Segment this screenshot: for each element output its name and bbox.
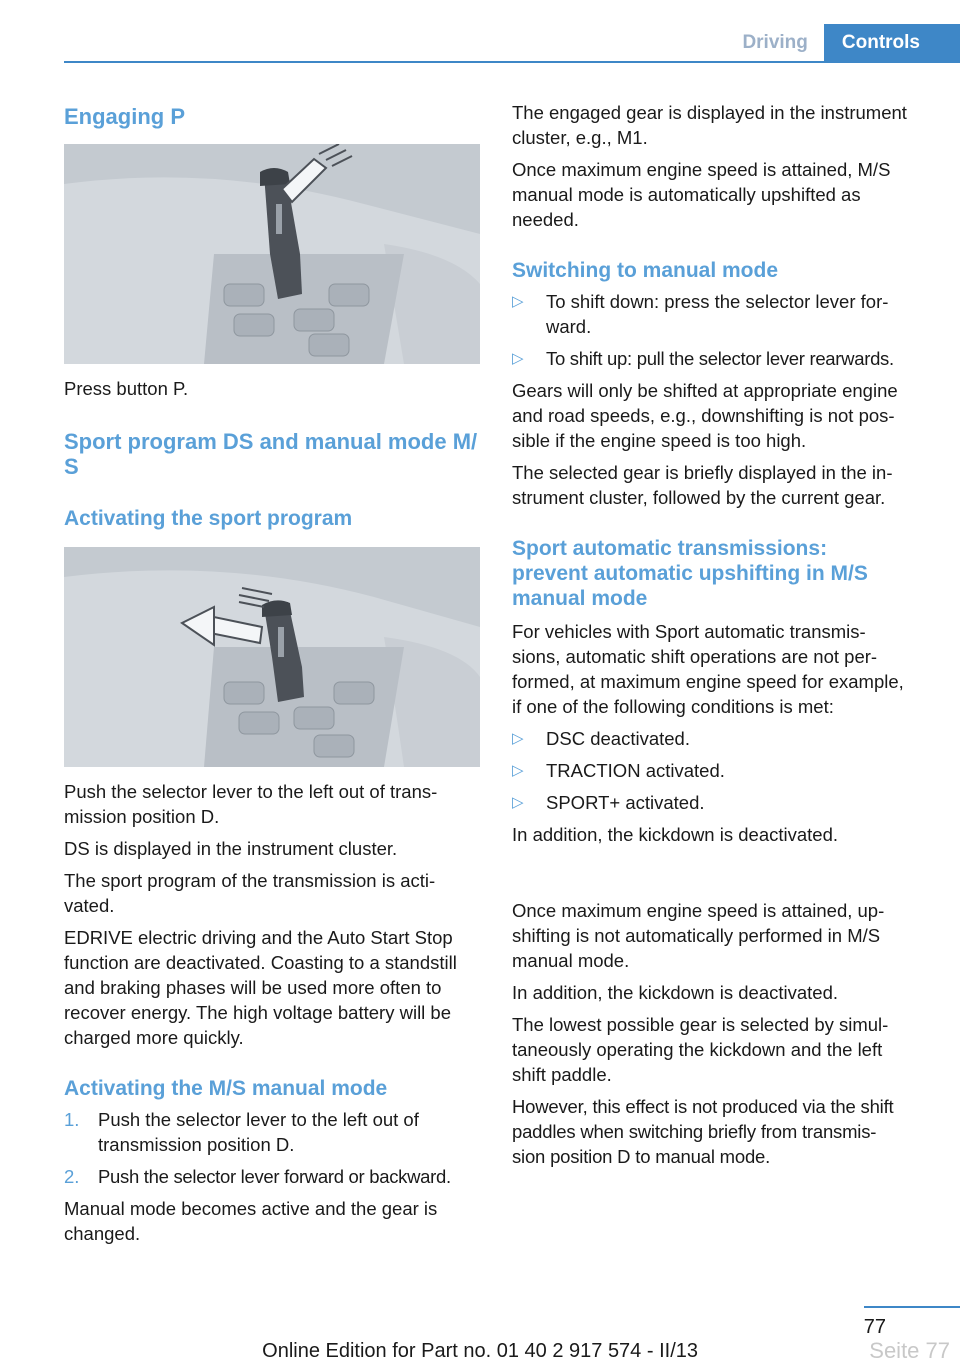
step-text: Push the selector lever forward or backward. [98, 1166, 451, 1187]
paragraph: However, this effect is not produced via the shift paddles when switching briefly from transmis- sion position D to manual mode. [512, 1096, 894, 1167]
triangle-right-icon: ▷ [512, 350, 524, 367]
paragraph: Gears will only be shifted at appropriate engine and road speeds, e.g., downshifting is not pos- sible if the engine speed is too high. [512, 380, 898, 451]
figure-selector-lever-left [64, 547, 480, 767]
paragraph: The sport program of the transmission is acti- vated. [64, 870, 436, 916]
list-item [512, 790, 932, 815]
edition-note: Online Edition for Part no. 01 40 2 917 574 - II/13 [262, 1340, 698, 1362]
bullet-text: To shift down: press the selector lever for- ward. [546, 291, 889, 337]
header-chapter: Controls [824, 24, 960, 62]
bullet-text: SPORT+ activated. [546, 792, 705, 813]
bullet-text: To shift up: pull the selector lever rearwards. [546, 348, 894, 369]
list-item [512, 346, 932, 371]
heading-engaging-p: Engaging P [64, 104, 185, 129]
heading-activating-ms: Activating the M/S manual mode [64, 1077, 388, 1100]
paragraph: Once maximum engine speed is attained, up- shifting is not automatically performed in M/S manual mode. [512, 900, 885, 971]
sport-auto-bullets [512, 726, 932, 815]
paragraph: In addition, the kickdown is deactivated. [512, 982, 838, 1003]
page-header [726, 24, 960, 62]
list-item [512, 758, 932, 783]
switching-bullets [512, 289, 932, 371]
step-number: 1. [64, 1109, 80, 1130]
paragraph: The engaged gear is displayed in the instrument cluster, e.g., M1. [512, 102, 907, 148]
paragraph: Push the selector lever to the left out of trans- mission position D. [64, 781, 438, 827]
step-number: 2. [64, 1166, 80, 1187]
triangle-right-icon: ▷ [512, 293, 524, 310]
step-text: Push the selector lever to the left out of transmission position D. [98, 1109, 419, 1155]
more-paragraphs [512, 898, 932, 1169]
paragraph: In addition, the kickdown is deactivated. [512, 824, 838, 845]
list-item [512, 289, 932, 339]
heading-sport-automatic: Sport automatic transmissions: prevent automatic upshifting in M/S manual mode [512, 537, 868, 610]
paragraph: For vehicles with Sport automatic transmis- sions, automatic shift operations are not per- formed, at maximum engine speed for example, if one of the following conditions is met: [512, 621, 904, 717]
list-item [64, 1164, 482, 1189]
list-item [64, 1107, 482, 1157]
paragraph: The lowest possible gear is selected by simul- taneously operating the kickdown and the left shift paddle. [512, 1014, 889, 1085]
footer-rule [864, 1306, 960, 1308]
paragraph: The selected gear is briefly displayed in the in- strument cluster, followed by the current gear. [512, 462, 893, 508]
ms-steps-list [64, 1107, 482, 1189]
bullet-text: TRACTION activated. [546, 760, 725, 781]
activating-sport-paragraphs [64, 779, 482, 1050]
page-number: 77 [863, 1316, 886, 1338]
paragraph: DS is displayed in the instrument cluster. [64, 838, 398, 859]
heading-activating-sport: Activating the sport program [64, 507, 353, 530]
selector-lever-illustration [64, 144, 480, 364]
triangle-right-icon: ▷ [512, 730, 524, 747]
triangle-right-icon: ▷ [512, 762, 524, 779]
left-column [64, 100, 482, 1253]
list-item [512, 726, 932, 751]
triangle-right-icon: ▷ [512, 794, 524, 811]
caption-press-button-p: Press button P. [64, 378, 189, 399]
right-column [512, 100, 932, 1176]
bullet-text: DSC deactivated. [546, 728, 690, 749]
paragraph: EDRIVE electric driving and the Auto Start Stop function are deactivated. Coasting to a standstill and braking phases will be used more often to recover energy. The high voltage battery will be charged more quickly. [64, 927, 457, 1048]
heading-switching-manual: Switching to manual mode [512, 259, 779, 282]
header-section: Driving [742, 32, 808, 53]
watermark: Seite 77 [869, 1338, 950, 1363]
selector-lever-left-illustration [64, 547, 480, 767]
heading-sport-program: Sport program DS and manual mode M/ S [64, 429, 478, 479]
paragraph: Once maximum engine speed is attained, M/S manual mode is automatically upshifted as needed. [512, 159, 891, 230]
figure-selector-lever-p [64, 144, 480, 364]
paragraph: Manual mode becomes active and the gear is changed. [64, 1198, 438, 1244]
header-rule [64, 61, 960, 63]
